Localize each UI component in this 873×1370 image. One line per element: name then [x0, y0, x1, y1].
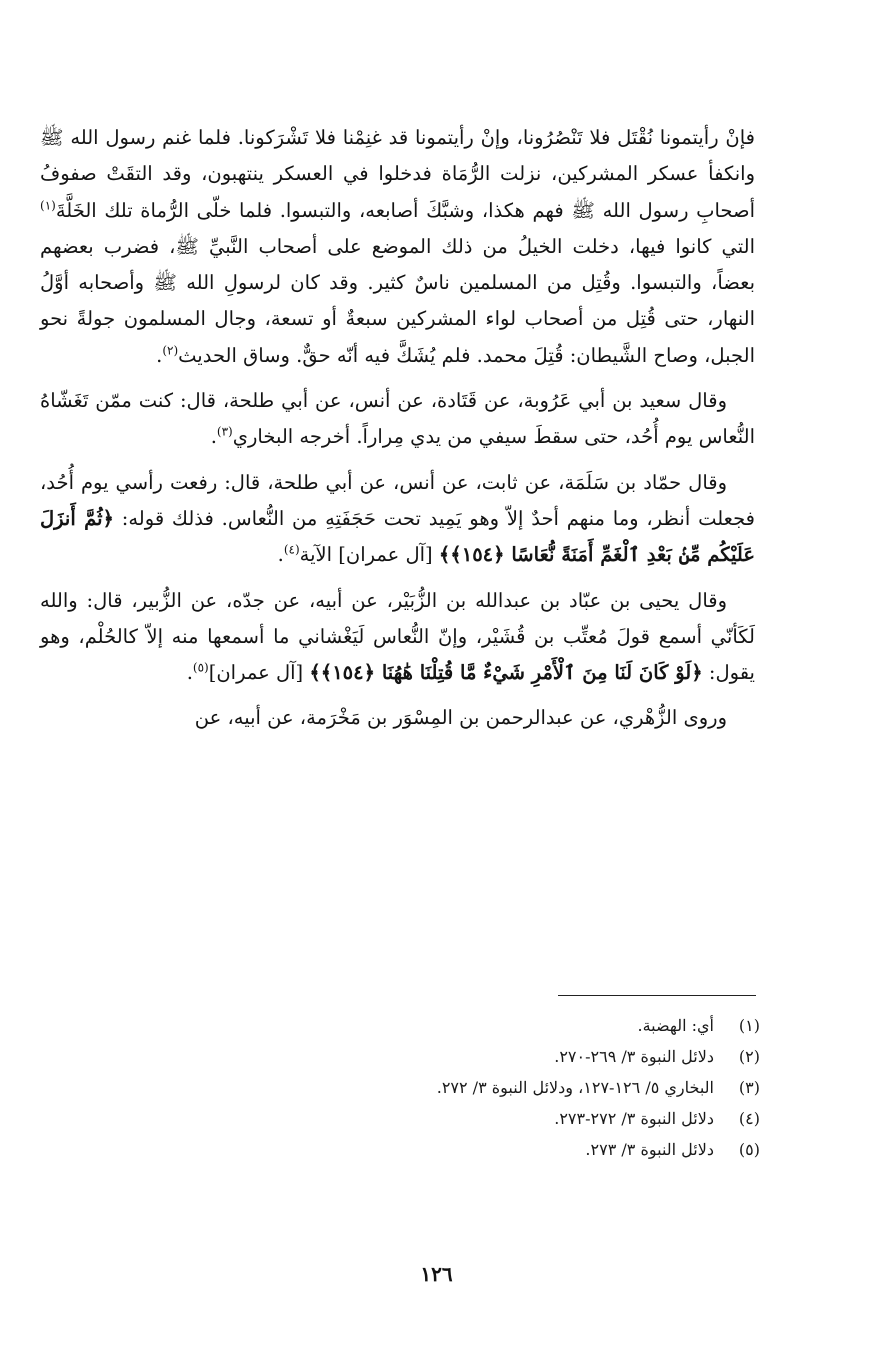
footnote-ref-5: (٥) [192, 660, 209, 675]
main-text [40, 120, 755, 746]
footnotes [40, 1010, 760, 1165]
footnote-number: (٣) [738, 1078, 760, 1097]
paragraph-4-text-b: [آل عمران] [208, 661, 310, 685]
paragraph-1-text-b: التي كانوا فيها، دخلت الخيلُ من ذلك الموضع على أصحاب النَّبيِّ ﷺ، فضرب بعضهم بعضاً، والتبسوا. وقُتِل من المسلمين ناسٌ كثير. وقد كان لرسولِ الله ﷺ وأصحابه أوَّلُ النهار، حتى قُتِل من أصحاب لواء المشركين سبعةٌ أو تسعة، وجال المسلمون جولةً نحو الجبل، وصاح الشَّيطان: قُتِلَ محمد. فلم يُشَكَّ فيه أنّه حقٌّ. وساق الحديث [40, 234, 755, 367]
quran-verse-1: ﴿ثُمَّ أَنزَلَ عَلَيْكُم مِّنۢ بَعْدِ ٱلْغَمِّ أَمَنَةً نُّعَاسًا ﴿١٥٤﴾﴾ [40, 506, 755, 567]
page-number: ١٢٦ [420, 1262, 453, 1286]
paragraph-2-text-a: وقال سعيد بن أبي عَرُوبة، عن قَتَادة، عن أنس، عن أبي طلحة، قال: كنت ممّن تَغَشّاهُ النُّعاس يوم أُحُد، حتى سقطَ سيفي من يدي مِراراً. أخرجه البخاري [40, 389, 755, 449]
footnote-number: (٢) [738, 1047, 760, 1066]
paragraph-3-text-b: [آل عمران] الآية [299, 543, 439, 567]
paragraph-4-text-a: وقال يحيى بن عبّاد بن عبدالله بن الزُّبَيْر، عن أبيه، عن جدّه، عن الزُّبير، قال: والله لَكَأنّي أسمع قولَ مُعتِّب بن قُشَيْر، وإنّ النُّعاس لَيَغْشاني ما أسمعها منه إلاّ كالحُلْم، وهو يقول: [40, 588, 755, 685]
paragraph-4-text-c: . [186, 661, 193, 685]
paragraph-3-text-a: وقال حمّاد بن سَلَمَة، عن ثابت، عن أنس، عن أبي طلحة، قال: رفعت رأسي يوم أُحُد، فجعلت أنظر، وما منهم أحدٌ إلاّ وهو يَمِيد تحت حَجَفَتِهِ من النُّعاس. فذلك قوله: [40, 470, 755, 530]
paragraph-4 [40, 583, 755, 692]
footnote-2 [40, 1041, 760, 1072]
paragraph-2 [40, 383, 755, 456]
paragraph-5-text: وروى الزُّهْري، عن عبدالرحمن بن المِسْوَر بن مَخْرَمة، عن أبيه، عن [194, 706, 727, 730]
footnote-text: دلائل النبوة ٣/ ٢٦٩-٢٧٠. [554, 1047, 714, 1066]
paragraph-3-text-c: . [277, 543, 284, 567]
paragraph-5 [40, 700, 755, 736]
paragraph-1 [40, 120, 755, 374]
footnote-ref-4: (٤) [283, 542, 300, 557]
footnote-3 [40, 1072, 760, 1103]
footnote-ref-1: (١) [40, 198, 56, 213]
paragraph-3 [40, 465, 755, 574]
footnote-ref-2: (٢) [162, 343, 179, 358]
footnote-5 [40, 1134, 760, 1165]
footnote-ref-3: (٣) [216, 424, 233, 439]
footnote-text: البخاري ٥/ ١٢٦-١٢٧، ودلائل النبوة ٣/ ٢٧٢. [436, 1078, 714, 1097]
footnote-text: دلائل النبوة ٣/ ٢٧٢-٢٧٣. [554, 1109, 714, 1128]
footnote-text: أي: الهضبة. [637, 1016, 714, 1035]
footnote-number: (٤) [738, 1109, 760, 1128]
paragraph-2-text-b: . [210, 425, 217, 449]
quran-verse-2: ﴿لَوْ كَانَ لَنَا مِنَ ٱلْأَمْرِ شَيْءٌ مَّا قُتِلْنَا هَٰهُنَا ﴿١٥٤﴾﴾ [309, 661, 703, 685]
footnote-number: (٥) [738, 1140, 760, 1159]
footnote-divider [558, 995, 756, 996]
footnote-1 [40, 1010, 760, 1041]
footnote-text: دلائل النبوة ٣/ ٢٧٣. [585, 1140, 714, 1159]
paragraph-1-text-c: . [156, 343, 163, 367]
paragraph-1-text-a: فإنْ رأيتمونا نُقْتَل فلا تَنْصُرُونا، وإنْ رأيتمونا قد غنِمْنا فلا تَشْرَكونا. فلما غنم رسول الله ﷺ وانكفأ عسكر المشركين، نزلت الرُّمَاة فدخلوا في العسكر ينتهبون، وقد التقَتْ صفوفُ أصحابِ رسول الله ﷺ فهم هكذا، وشبَّكَ أصابعه، والتبسوا. فلما خلّى الرُّماة تلك الخَلَّةَ [40, 126, 755, 222]
footnote-number: (١) [738, 1016, 760, 1035]
footnote-4 [40, 1103, 760, 1134]
